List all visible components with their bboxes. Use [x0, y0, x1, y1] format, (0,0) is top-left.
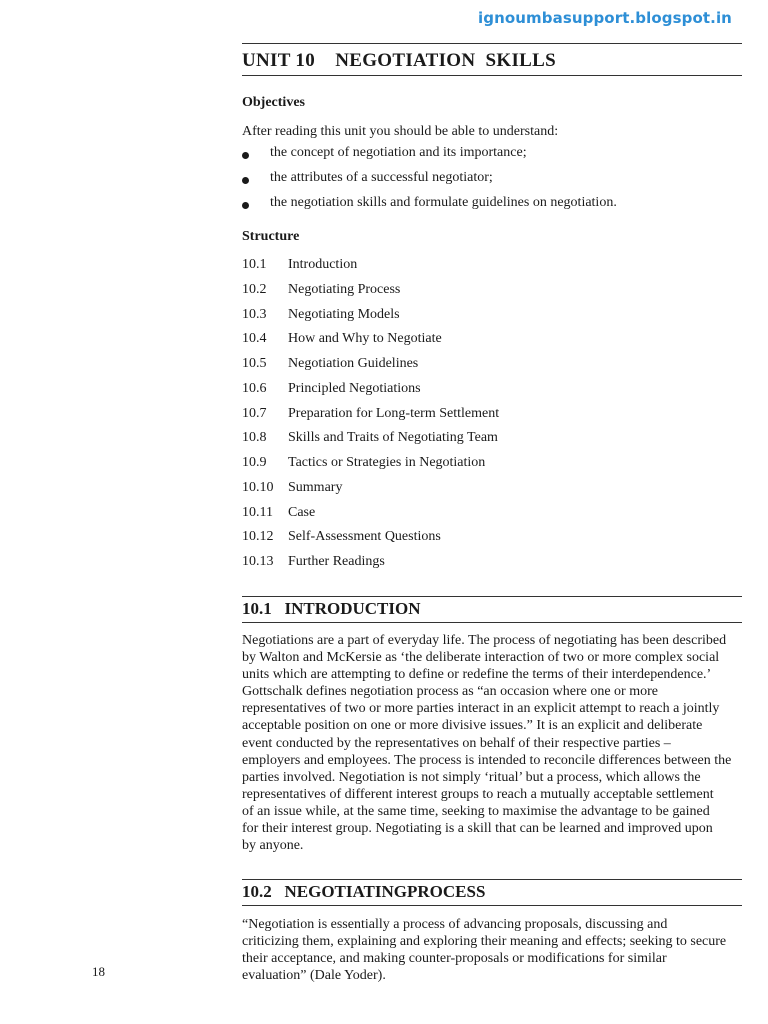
toc-number: 10.10 [242, 479, 274, 495]
structure-heading: Structure [242, 229, 300, 244]
paragraph-line: units which are attempting to define or redefine the terms of their interdependence.’ [242, 667, 712, 683]
paragraph-line: criticizing them, explaining and exploring their meaning and effects; seeking to secure [242, 934, 727, 950]
toc-label: Self-Assessment Questions [288, 529, 441, 545]
bullet-icon [242, 177, 249, 184]
toc-item [242, 307, 499, 332]
toc-number: 10.3 [242, 306, 267, 322]
intro-bottom-rule [242, 622, 742, 623]
unit-title: UNIT 10 NEGOTIATION SKILLS [242, 50, 556, 71]
objective-text: the negotiation skills and formulate guidelines on negotiation. [270, 195, 617, 210]
toc-number: 10.4 [242, 331, 267, 347]
blog-watermark: ignoumbasupport.blogspot.in [478, 9, 732, 27]
toc-label: Preparation for Long-term Settlement [288, 405, 500, 421]
list-item [242, 170, 617, 195]
toc-number: 10.2 [242, 281, 267, 297]
paragraph-line: “Negotiation is essentially a process of advancing proposals, discussing and [242, 917, 668, 932]
process-paragraph [242, 916, 727, 984]
paragraph-line: acceptable position on one or more divisive issues.” It is an explicit and deliberate [242, 718, 703, 734]
paragraph-line: of an issue while, at the same time, seeking to maximise the advantage to be gained [242, 803, 710, 819]
paragraph-line: representatives of different interest groups to reach a mutually acceptable settlement [242, 786, 714, 802]
paragraph-line: representatives of two or more parties interact in an explicit attempt to reach a jointly [242, 701, 720, 717]
toc-item [242, 455, 499, 480]
toc-label: Case [288, 504, 316, 520]
objectives-heading: Objectives [242, 95, 305, 110]
toc-item [242, 406, 499, 431]
bullet-icon [242, 152, 249, 159]
toc-number: 10.13 [242, 554, 274, 569]
toc-label: Skills and Traits of Negotiating Team [288, 430, 498, 446]
paragraph-line: evaluation” (Dale Yoder). [242, 968, 386, 984]
toc-number: 10.6 [242, 380, 267, 396]
toc-number: 10.9 [242, 455, 267, 470]
toc-item [242, 430, 499, 455]
objective-text: the concept of negotiation and its importance; [270, 145, 527, 160]
paragraph-line: by Walton and McKersie as ‘the deliberate interaction of two or more complex social [242, 650, 720, 666]
toc-label: Summary [288, 479, 343, 495]
toc-label: Tactics or Strategies in Negotiation [288, 455, 486, 470]
objectives-list [242, 145, 617, 220]
toc-label: Introduction [288, 257, 358, 272]
toc-item [242, 282, 499, 307]
toc-number: 10.1 [242, 257, 267, 272]
section-title-negotiating-process: 10.2 NEGOTIATINGPROCESS [242, 882, 486, 901]
introduction-paragraph [242, 632, 732, 854]
toc-label: How and Why to Negotiate [288, 331, 442, 347]
toc-item [242, 356, 499, 381]
toc-item [242, 529, 499, 554]
toc-number: 10.11 [242, 504, 273, 520]
process-bottom-rule [242, 905, 742, 906]
toc-number: 10.7 [242, 405, 267, 421]
bullet-icon [242, 202, 249, 209]
paragraph-line: parties involved. Negotiation is not simply ‘ritual’ but a process, which allows the [242, 769, 701, 785]
list-item [242, 195, 617, 220]
toc-item [242, 381, 499, 406]
toc-label: Negotiation Guidelines [288, 356, 419, 371]
toc-number: 10.8 [242, 430, 267, 446]
toc-label: Further Readings [288, 554, 385, 569]
structure-list [242, 257, 499, 579]
objectives-intro: After reading this unit you should be able to understand: [242, 124, 559, 139]
toc-number: 10.12 [242, 529, 274, 545]
toc-item [242, 480, 499, 505]
header-top-rule [242, 43, 742, 44]
toc-item [242, 554, 499, 579]
toc-item [242, 331, 499, 356]
toc-item [242, 257, 499, 282]
objective-text: the attributes of a successful negotiator; [270, 170, 493, 185]
paragraph-line: Negotiations are a part of everyday life. The process of negotiating has been described [242, 633, 727, 648]
paragraph-line: employers and employees. The process is intended to reconcile differences between the [242, 752, 732, 768]
toc-number: 10.5 [242, 356, 267, 371]
paragraph-line: event conducted by the representatives on behalf of their respective parties – [242, 735, 671, 751]
toc-label: Principled Negotiations [288, 380, 421, 396]
section-title-introduction: 10.1 INTRODUCTION [242, 599, 421, 618]
process-top-rule [242, 879, 742, 880]
list-item [242, 145, 617, 170]
paragraph-line: for their interest group. Negotiating is a skill that can be learned and improved upon [242, 821, 713, 837]
page-number: 18 [92, 964, 105, 979]
toc-label: Negotiating Process [288, 281, 401, 297]
paragraph-line: their acceptance, and making counter-proposals or modifications for similar [242, 951, 667, 967]
toc-item [242, 505, 499, 530]
paragraph-line: by anyone. [242, 838, 304, 854]
paragraph-line: Gottschalk defines negotiation process as “an occasion where one or more [242, 684, 658, 700]
header-bottom-rule [242, 75, 742, 76]
intro-top-rule [242, 596, 742, 597]
toc-label: Negotiating Models [288, 306, 400, 322]
